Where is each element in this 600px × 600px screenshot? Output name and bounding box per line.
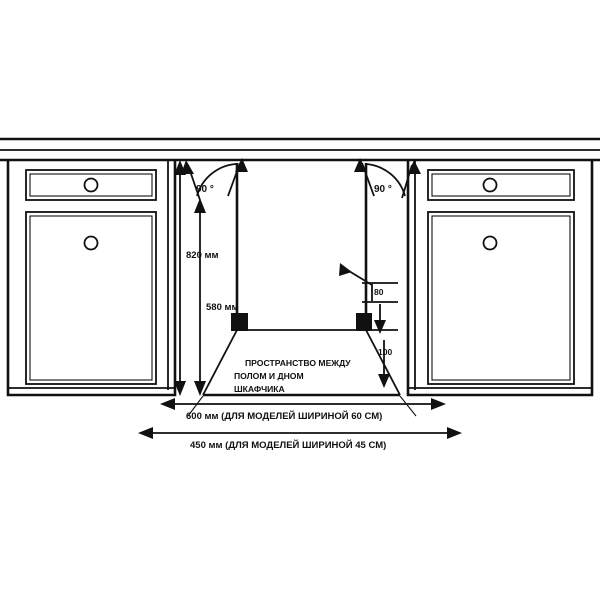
floor-gap-note-line3: ШКАФЧИКА [234, 384, 285, 394]
floor-gap-note [234, 358, 351, 394]
right-angle-label: 90 ° [374, 184, 392, 195]
dimension-820-label: 820 мм [186, 250, 219, 261]
dimension-580 [194, 198, 206, 396]
floor-gap-note-line1: ПРОСТРАНСТВО МЕЖДУ [245, 358, 351, 368]
dimension-80-label: 80 [374, 287, 384, 297]
countertop-group [0, 139, 600, 160]
dimension-80 [339, 263, 398, 302]
dimension-450-label: 450 мм (ДЛЯ МОДЕЛЕЙ ШИРИНОЙ 45 СМ) [190, 440, 387, 451]
left-angle-label: 90 ° [196, 184, 214, 195]
right-cabinet [408, 160, 592, 395]
floor-gap-block-left [231, 313, 248, 331]
floor-gap-block-right [356, 313, 372, 331]
floor-gap-note-line2: ПОЛОМ И ДНОМ [234, 371, 304, 381]
left-cabinet [8, 160, 175, 395]
dimension-600-label: 600 мм (ДЛЯ МОДЕЛЕЙ ШИРИНОЙ 60 СМ) [186, 411, 383, 422]
dimension-580-label: 580 мм [206, 302, 239, 313]
dimension-100-label: 100 [378, 347, 393, 357]
dimension-450-line [138, 427, 462, 439]
